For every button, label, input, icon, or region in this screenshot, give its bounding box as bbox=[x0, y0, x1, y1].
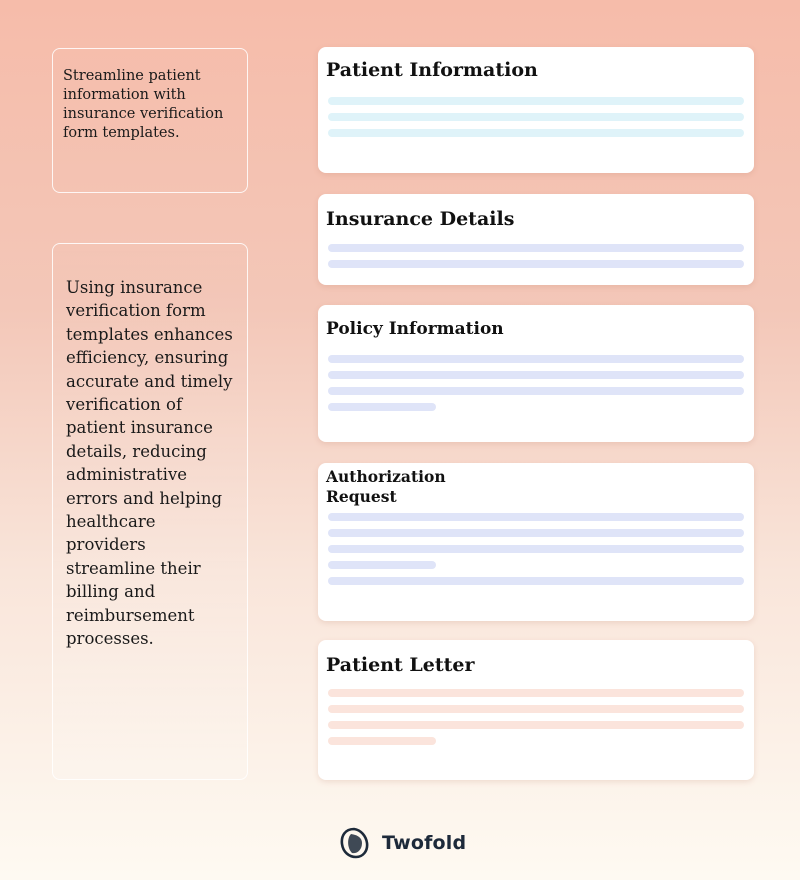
brand-name: Twofold bbox=[382, 832, 467, 854]
card-title: Patient Information bbox=[326, 59, 538, 81]
placeholder-line bbox=[328, 705, 744, 713]
placeholder-line bbox=[328, 97, 744, 105]
placeholder-line bbox=[328, 129, 744, 137]
intro-text: Streamline patient information with insurance verification form templates. bbox=[63, 68, 224, 141]
card-title: Patient Letter bbox=[326, 654, 475, 676]
placeholder-line bbox=[328, 387, 744, 395]
placeholder-line bbox=[328, 577, 744, 585]
placeholder-line bbox=[328, 355, 744, 363]
description-panel bbox=[52, 243, 248, 780]
placeholder-line bbox=[328, 689, 744, 697]
card-title: Insurance Details bbox=[326, 208, 515, 230]
twofold-logo-icon bbox=[340, 827, 370, 859]
card-title: Policy Information bbox=[326, 319, 504, 339]
placeholder-line bbox=[328, 561, 436, 569]
placeholder-line bbox=[328, 721, 744, 729]
card-patient-information bbox=[318, 47, 754, 173]
card-title bbox=[326, 467, 446, 507]
placeholder-line bbox=[328, 371, 744, 379]
footer-brand bbox=[340, 826, 466, 860]
card-title-line: Authorization bbox=[326, 467, 446, 486]
card-policy-information bbox=[318, 305, 754, 442]
description-text: Using insurance verification form templates enhances efficiency, ensuring accurate and timely verification of patient insurance details, reducing administrative errors and helping healthcare providers streamline their billing and reimbursement processes. bbox=[66, 278, 233, 649]
placeholder-line bbox=[328, 545, 744, 553]
card-patient-letter bbox=[318, 640, 754, 780]
placeholder-line bbox=[328, 260, 744, 268]
card-title-line: Request bbox=[326, 487, 397, 506]
placeholder-line bbox=[328, 403, 436, 411]
placeholder-line bbox=[328, 244, 744, 252]
intro-panel bbox=[52, 48, 248, 193]
placeholder-line bbox=[328, 113, 744, 121]
placeholder-line bbox=[328, 529, 744, 537]
placeholder-line bbox=[328, 513, 744, 521]
card-insurance-details bbox=[318, 194, 754, 285]
card-authorization-request bbox=[318, 463, 754, 621]
placeholder-line bbox=[328, 737, 436, 745]
